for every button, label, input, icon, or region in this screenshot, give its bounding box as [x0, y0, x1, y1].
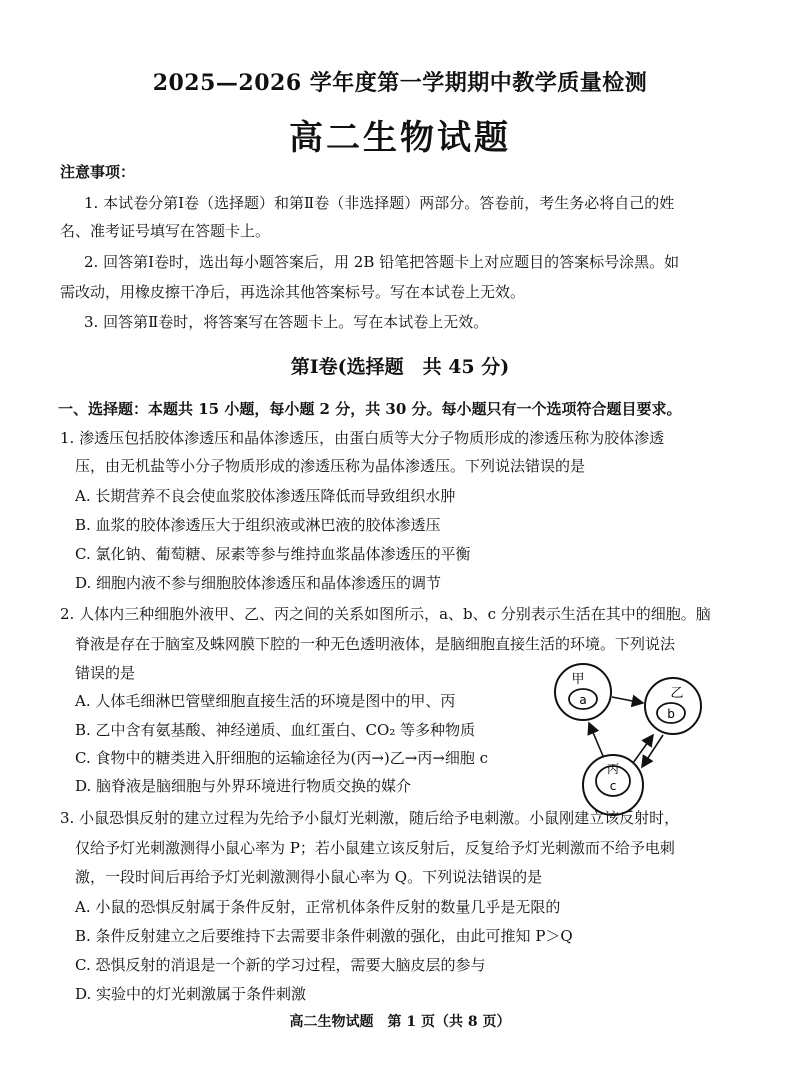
notes-item1-line2: 名、准考证号填写在答题卡上。 — [60, 222, 271, 240]
q1-option-a: A. 长期营养不良会使血浆胶体渗透压降低而导致组织水肿 — [75, 487, 456, 505]
q2-option-a: A. 人体毛细淋巴管壁细胞直接生活的环境是图中的甲、丙 — [75, 692, 456, 710]
q1-stem-line1: 1. 渗透压包括胶体渗透压和晶体渗透压，由蛋白质等大分子物质形成的渗透压称为胶体渗透 — [60, 429, 665, 447]
arrow-yi-to-bing — [642, 735, 663, 767]
fluid-yi-node — [645, 678, 701, 734]
q2-stem-line3: 错误的是 — [75, 664, 136, 682]
q1-option-b: B. 血浆的胶体渗透压大于组织液或淋巴液的胶体渗透压 — [75, 516, 441, 534]
notes-item3: 3. 回答第Ⅱ卷时，将答案写在答题卡上。写在本试卷上无效。 — [84, 313, 489, 331]
q1-stem-line2: 压，由无机盐等小分子物质形成的渗透压称为晶体渗透压。下列说法错误的是 — [75, 457, 586, 475]
fluid-jia-label: 甲 — [571, 672, 585, 687]
q2-stem-line1: 2. 人体内三种细胞外液甲、乙、丙之间的关系如图所示，a、b、c 分别表示生活在其中的细胞。脑 — [60, 605, 711, 623]
fluid-jia-node — [555, 664, 611, 720]
subject-title: 高二生物试题 — [289, 118, 511, 158]
cell-c-label: c — [609, 779, 617, 793]
q1-option-c: C. 氯化钠、葡萄糖、尿素等参与维持血浆晶体渗透压的平衡 — [75, 545, 471, 563]
q3-stem-line2: 仅给予灯光刺激测得小鼠心率为 P；若小鼠建立该反射后，反复给予灯光刺激而不给予电刺 — [75, 839, 675, 857]
q3-option-b: B. 条件反射建立之后要维持下去需要非条件刺激的强化，由此可推知 P＞Q — [75, 927, 573, 945]
arrow-bing-to-yi — [633, 735, 653, 763]
exam-title: 2025—2026 学年度第一学期期中教学质量检测 — [152, 70, 648, 96]
q3-option-a: A. 小鼠的恐惧反射属于条件反射，正常机体条件反射的数量几乎是无限的 — [75, 898, 561, 916]
fluid-yi-label: 乙 — [670, 686, 684, 701]
q3-option-c: C. 恐惧反射的消退是一个新的学习过程，需要大脑皮层的参与 — [75, 956, 486, 974]
notes-item2-line2: 需改动，用橡皮擦干净后，再选涂其他答案标号。写在本试卷上无效。 — [60, 283, 526, 301]
notes-item1-line1: 1. 本试卷分第Ⅰ卷（选择题）和第Ⅱ卷（非选择题）两部分。答卷前，考生务必将自己的姓 — [84, 194, 675, 212]
cell-b-label: b — [667, 707, 675, 721]
page-footer: 高二生物试题 第 1 页（共 8 页） — [289, 1014, 511, 1030]
notes-item2-line1: 2. 回答第Ⅰ卷时，选出每小题答案后，用 2B 铅笔把答题卡上对应题目的答案标号涂黑。如 — [84, 253, 680, 271]
arrow-bing-to-jia — [589, 723, 603, 756]
arrow-jia-to-yi — [612, 697, 643, 703]
q2-stem-line2: 脊液是存在于脑室及蛛网膜下腔的一种无色透明液体，是脑细胞直接生活的环境。下列说法 — [75, 635, 676, 653]
q3-option-d: D. 实验中的灯光刺激属于条件刺激 — [75, 985, 307, 1003]
notes-heading: 注意事项： — [60, 163, 136, 181]
fluid-relationship-diagram — [545, 655, 745, 825]
section-title: 第Ⅰ卷(选择题 共 45 分) — [290, 356, 510, 378]
q2-option-b: B. 乙中含有氨基酸、神经递质、血红蛋白、CO₂ 等多种物质 — [75, 721, 476, 739]
q2-option-d: D. 脑脊液是脑细胞与外界环境进行物质交换的媒介 — [75, 777, 412, 795]
fluid-bing-label: 丙 — [606, 762, 620, 776]
q1-option-d: D. 细胞内液不参与细胞胶体渗透压和晶体渗透压的调节 — [75, 574, 442, 592]
part-instruction: 一、选择题：本题共 15 小题，每小题 2 分，共 30 分。每小题只有一个选项符合题目要求。 — [58, 400, 682, 418]
q3-stem-line1: 3. 小鼠恐惧反射的建立过程为先给予小鼠灯光刺激，随后给予电刺激。小鼠刚建立该反射时， — [60, 809, 680, 827]
q3-stem-line3: 激，一段时间后再给予灯光刺激测得小鼠心率为 Q。下列说法错误的是 — [75, 868, 543, 886]
cell-a-label: a — [579, 693, 587, 707]
q2-option-c: C. 食物中的糖类进入肝细胞的运输途径为(丙→)乙→丙→细胞 c — [75, 749, 489, 767]
fluid-bing-node — [583, 755, 643, 815]
